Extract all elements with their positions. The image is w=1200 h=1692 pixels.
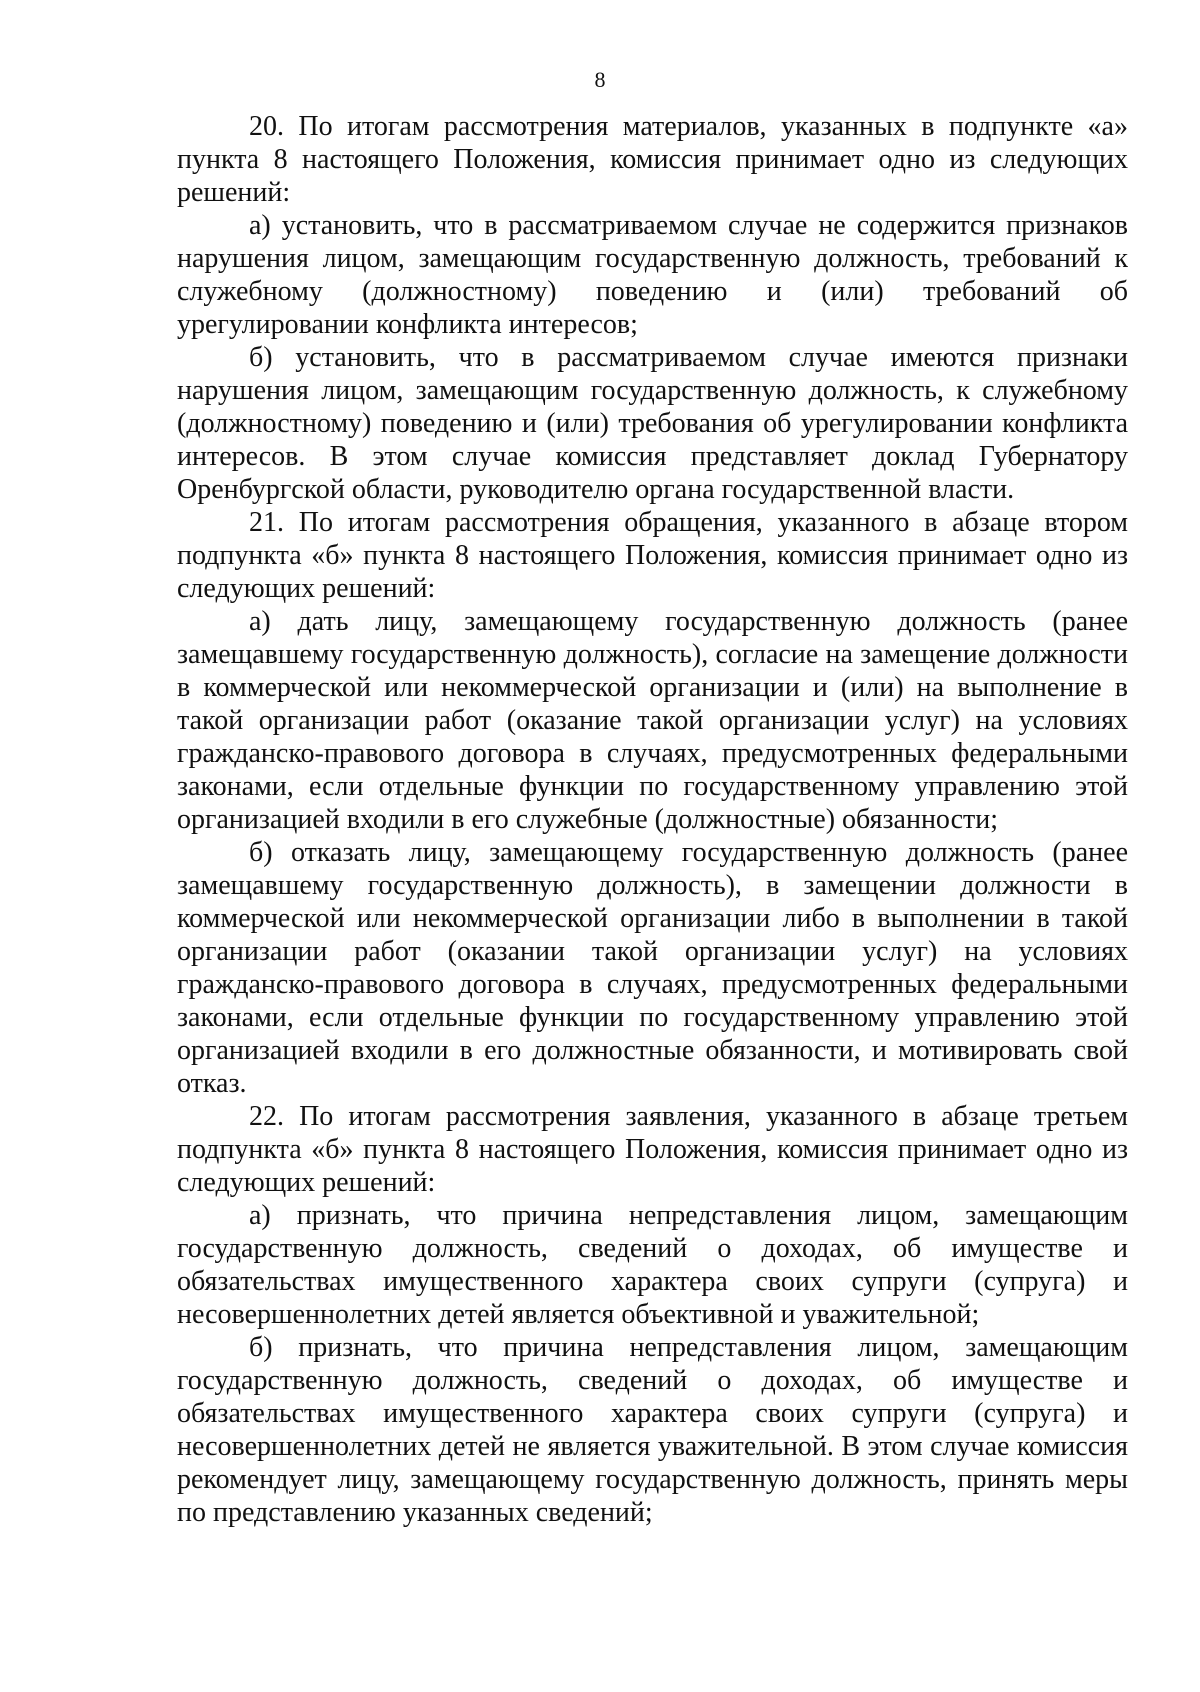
paragraph-20: 20. По итогам рассмотрения материалов, указанных в подпункте «а» пункта 8 настоящего Положения, комиссия принимает одно из следующих решений: xyxy=(177,111,1128,208)
paragraph-21: 21. По итогам рассмотрения обращения, указанного в абзаце втором подпункта «б» пункта 8 настоящего Положения, комиссия принимает одно из следующих решений: xyxy=(177,507,1128,604)
paragraph-21-b: б) отказать лицу, замещающему государственную должность (ранее замещавшему государственную должность), в замещении должности в коммерческой или некоммерческой организации либо в выполнении в такой организации работ (оказании такой организации услуг) на условиях гражданско-правового договора в случаях, предусмотренных федеральными законами, если отдельные функции по государственному управлению этой организацией входили в его должностные обязанности, и мотивировать свой отказ. xyxy=(177,837,1128,1099)
paragraph-22-b: б) признать, что причина непредставления лицом, замещающим государственную должность, сведений о доходах, об имуществе и обязательствах имущественного характера своих супруги (супруга) и несовершеннолетних детей не является уважительной. В этом случае комиссия рекомендует лицу, замещающему государственную должность, принять меры по представлению указанных сведений; xyxy=(177,1332,1128,1528)
paragraph-21-a: а) дать лицу, замещающему государственную должность (ранее замещавшему государственную должность), согласие на замещение должности в коммерческой или некоммерческой организации и (или) на выполнение в такой организации работ (оказание такой организации услуг) на условиях гражданско-правового договора в случаях, предусмотренных федеральными законами, если отдельные функции по государственному управлению этой организацией входили в его служебные (должностные) обязанности; xyxy=(177,606,1128,835)
paragraph-22: 22. По итогам рассмотрения заявления, указанного в абзаце третьем подпункта «б» пункта 8 настоящего Положения, комиссия принимает одно из следующих решений: xyxy=(177,1101,1128,1198)
paragraph-22-a: а) признать, что причина непредставления лицом, замещающим государственную должность, сведений о доходах, об имуществе и обязательствах имущественного характера своих супруги (супруга) и несовершеннолетних детей является объективной и уважительной; xyxy=(177,1200,1128,1330)
paragraph-20-a: а) установить, что в рассматриваемом случае не содержится признаков нарушения лицом, замещающим государственную должность, требований к служебному (должностному) поведению и (или) требований об урегулировании конфликта интересов; xyxy=(177,210,1128,340)
paragraph-20-b: б) установить, что в рассматриваемом случае имеются признаки нарушения лицом, замещающим государственную должность, к служебному (должностному) поведению и (или) требования об урегулировании конфликта интересов. В этом случае комиссия представляет доклад Губернатору Оренбургской области, руководителю органа государственной власти. xyxy=(177,342,1128,505)
page-number: 8 xyxy=(594,67,606,92)
document-body xyxy=(177,110,1128,1529)
